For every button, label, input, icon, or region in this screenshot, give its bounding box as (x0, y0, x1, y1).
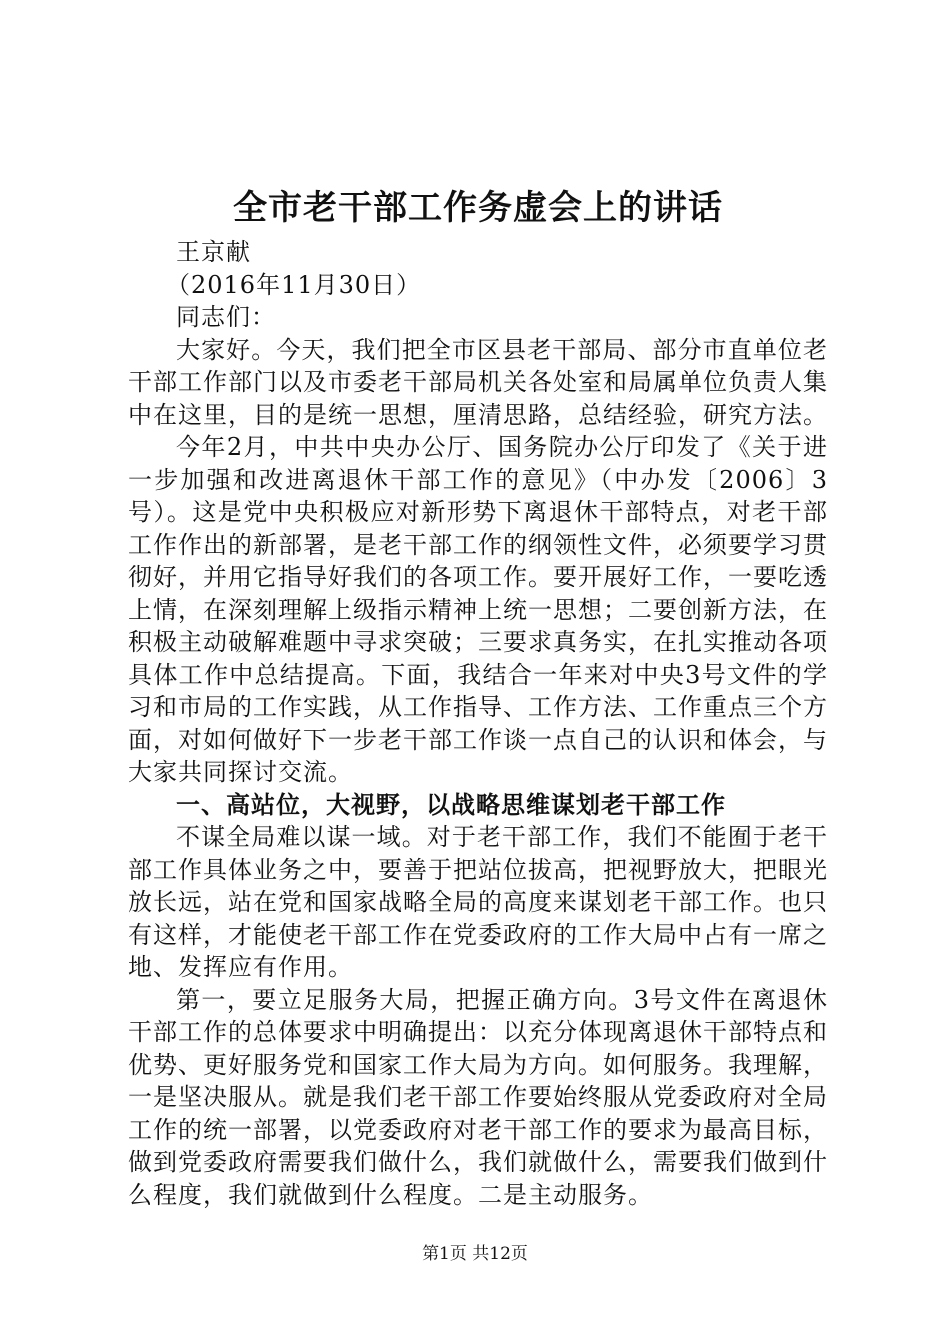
document-page (128, 180, 828, 1211)
date-line: （2016年11月30日） (166, 270, 422, 299)
page-footer: 第1页 共12页 (422, 1244, 528, 1264)
salutation: 同志们： (176, 303, 276, 331)
body-paragraph: 大家好。今天，我们把全市区县老干部局、部分市直单位老干部工作部门以及市委老干部局机关各处室和局属单位负责人集中在这里，目的是统一思想，厘清思路，总结经验，研究方法。 (128, 335, 828, 429)
document-title: 全市老干部工作务虚会上的讲话 (233, 188, 723, 228)
section-heading: 一、高站位，大视野，以战略思维谋划老干部工作 (176, 789, 726, 819)
body-paragraph: 第一，要立足服务大局，把握正确方向。3号文件在离退休干部工作的总体要求中明确提出：以充分体现离退休干部特点和优势、更好服务党和国家工作大局为方向。如何服务。我理解，一是坚决服从。就是我们老干部工作要始终服从党委政府对全局工作的统一部署，以党委政府对老干部工作的要求为最高目标，做到党委政府需要我们做什么，我们就做什么，需要我们做到什么程度，我们就做到什么程度。二是主动服务。 (128, 985, 828, 1209)
body-paragraph: 今年2月，中共中央办公厅、国务院办公厅印发了《关于进一步加强和改进离退休干部工作的意见》（中办发〔2006〕3号）。这是党中央积极应对新形势下离退休干部特点，对老干部工作作出的新部署，是老干部工作的纲领性文件，必须要学习贯彻好，并用它指导好我们的各项工作。要开展好工作，一要吃透上情，在深刻理解上级指示精神上统一思想；二要创新方法，在积极主动破解难题中寻求突破；三要求真务实，在扎实推动各项具体工作中总结提高。下面，我结合一年来对中央3号文件的学习和市局的工作实践，从工作指导、工作方法、工作重点三个方面，对如何做好下一步老干部工作谈一点自己的认识和体会，与大家共同探讨交流。 (128, 433, 828, 786)
body-paragraph: 不谋全局难以谋一域。对于老干部工作，我们不能囿于老干部工作具体业务之中，要善于把站位拔高，把视野放大，把眼光放长远，站在党和国家战略全局的高度来谋划老干部工作。也只有这样，才能使老干部工作在党委政府的工作大局中占有一席之地、发挥应有作用。 (128, 823, 828, 981)
author-line: 王京献 (176, 238, 251, 266)
